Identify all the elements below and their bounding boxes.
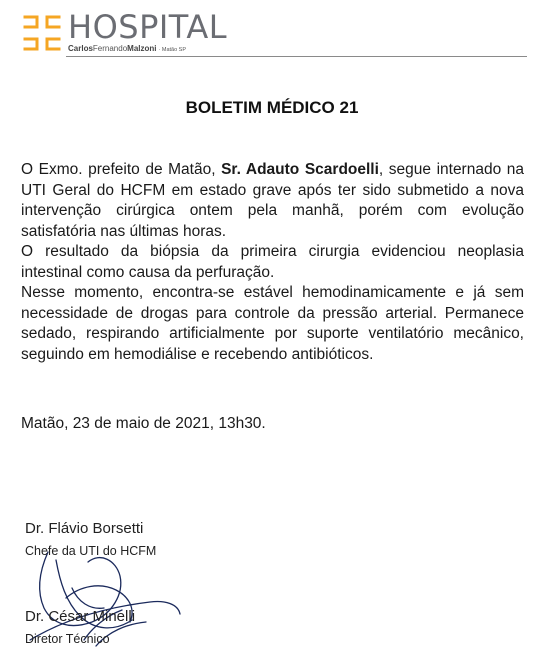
signatory-2-name: Dr. César Minelli	[25, 608, 136, 625]
signatory-2-role: Diretor Técnico	[25, 632, 110, 646]
dateline: Matão, 23 de maio de 2021, 13h30.	[21, 415, 266, 432]
mayor-name: Sr. Adauto Scardoelli	[221, 161, 379, 178]
signature-block	[0, 490, 200, 656]
signatory-1-name: Dr. Flávio Borsetti	[25, 520, 144, 537]
letterhead	[22, 10, 527, 60]
bulletin-body	[21, 160, 524, 365]
paragraph-2: O resultado da biópsia da primeira cirurgia evidenciou neoplasia intestinal como causa da perfuração.	[21, 243, 524, 281]
hospital-logo-icon	[22, 13, 62, 53]
paragraph-3: Nesse momento, encontra-se estável hemodinamicamente e já sem necessidade de drogas para controle da pressão arterial. Permanece sedado, respirando artificialmente por suporte ventilatório mecânico, seguindo em hemodiálise e recebendo antibióticos.	[21, 284, 524, 363]
logo-wordmark: HOSPITAL	[68, 8, 228, 46]
bulletin-title: BOLETIM MÉDICO 21	[185, 98, 359, 117]
paragraph-1: O Exmo. prefeito de Matão, Sr. Adauto Scardoelli, segue internado na UTI Geral do HCFM em estado grave após ter sido submetido a nova intervenção cirúrgica ontem pela manhã, porém com evolução satisfatória nas últimas horas.	[21, 161, 524, 240]
header-divider	[66, 56, 527, 57]
signatory-1-role: Chefe da UTI do HCFM	[25, 544, 157, 558]
logo-subtitle: CarlosFernandoMalzoni · Matão SP	[68, 44, 187, 53]
